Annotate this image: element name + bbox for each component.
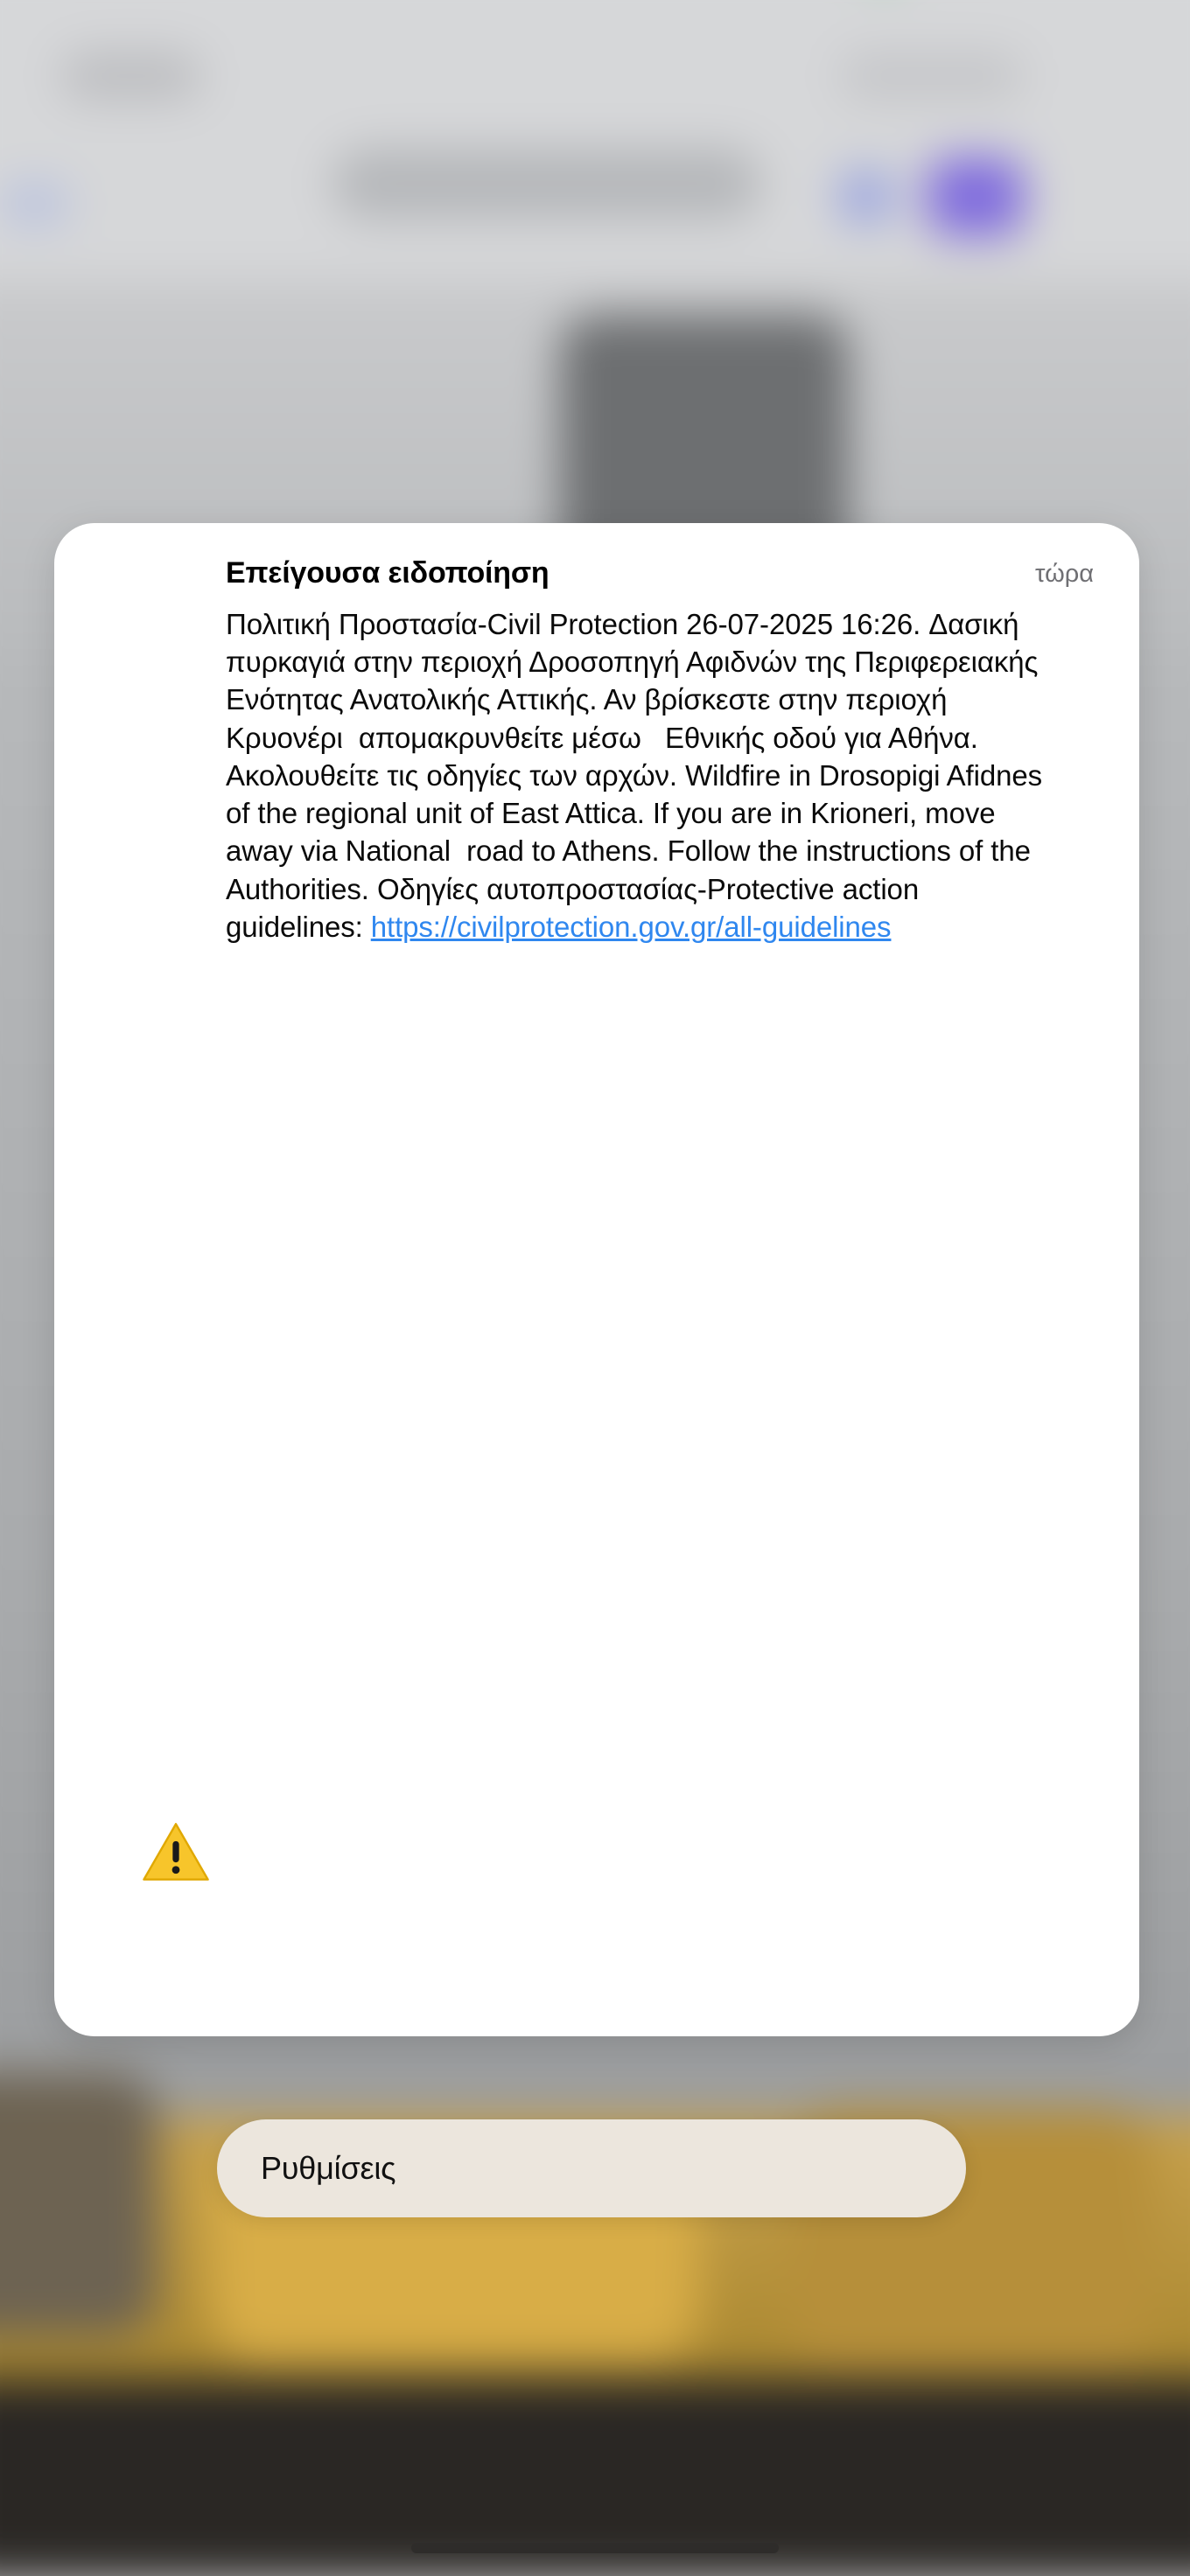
background-shape-blue-chip [0,184,70,224]
background-shape-center-pill [332,149,761,219]
guidelines-link[interactable]: https://civilprotection.gov.gr/all-guidelines [370,910,892,943]
home-indicator[interactable] [411,2543,779,2553]
notification-title: Επείγουσα ειδοποίηση [226,556,550,590]
background-shape-purple-chip [928,157,1024,236]
emergency-alert-notification[interactable] [54,523,1139,2036]
notification-body-text: Πολιτική Προστασία-Civil Protection 26-07-2025 16:26. Δασική πυρκαγιά στην περιοχή Δροσοπηγή Αφιδνών της Περιφερειακής Ενότητας Ανατολικής Αττικής. Αν βρίσκεστε στην περιοχή Κρυονέρι απομακρυνθείτε μέσω Εθνικής οδού για Αθήνα. Ακολουθείτε τις οδηγίες των αρχών. Wildfire in Drosopigi Afidnes of the regional unit of East Attica. If you are in Krioneri, move away via National road to Athens. Follow the instructions of the Authorities. Οδηγίες αυτοπροστασίας-Protective action guidelines: [226,608,1051,943]
notification-body [226,605,1051,946]
background-band-top [0,0,1190,280]
background-shape-left-chip [61,52,201,100]
background-shape-warm-left [0,2073,158,2335]
background-shape-violet-chip [840,171,892,223]
background-shape-right-chip [840,52,1024,100]
notification-timestamp: τώρα [1035,560,1094,588]
settings-button[interactable]: Ρυθμίσεις [217,2119,966,2217]
warning-triangle-icon [142,1818,210,1886]
notification-header [54,556,1139,595]
